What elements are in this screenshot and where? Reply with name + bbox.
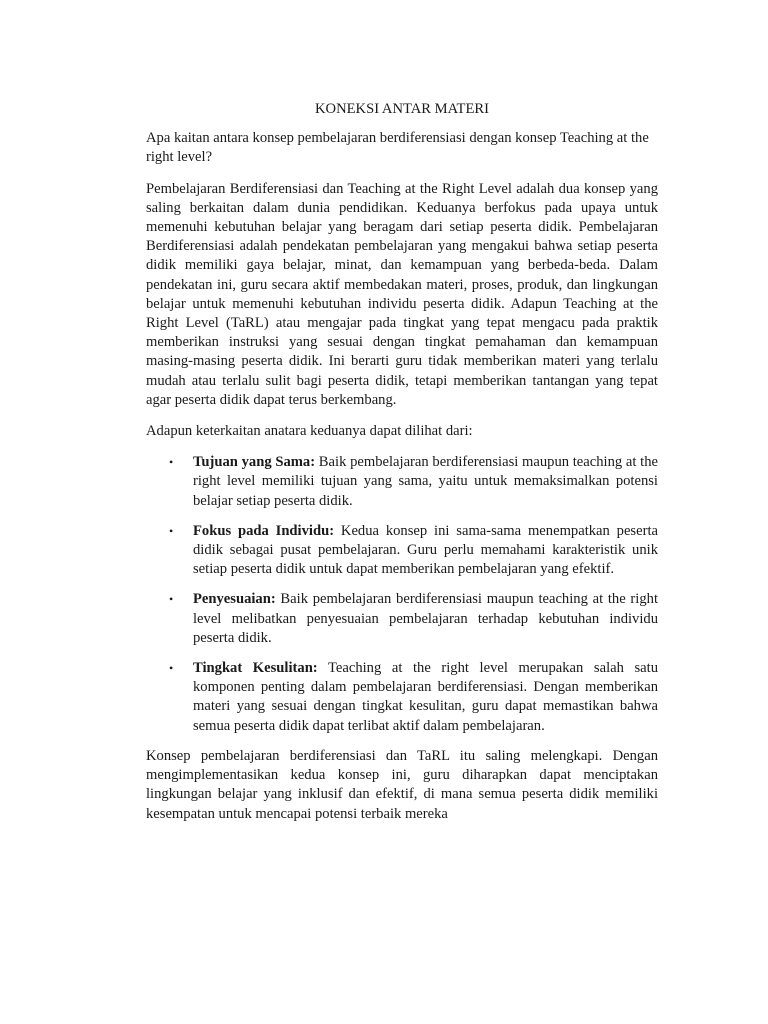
- list-item: [146, 659, 658, 736]
- point-text: Kedua konsep ini sama-sama menempatkan peserta didik sebagai pusat pembelajaran. Guru perlu memahami karakteristik unik setiap peserta didik untuk dapat memberikan pembelajaran yang efektif.: [193, 522, 658, 578]
- point-text: Baik pembelajaran berdiferensiasi maupun teaching at the right level memiliki tujuan yang sama, yaitu untuk memaksimalkan potensi belajar setiap peserta didik.: [193, 454, 658, 509]
- relation-points-list: [146, 453, 658, 736]
- bullet-icon: •: [169, 661, 174, 676]
- document-page: [146, 100, 658, 836]
- list-intro: Adapun keterkaitan anatara keduanya dapat dilihat dari:: [146, 423, 473, 440]
- point-text: Teaching at the right level merupakan salah satu komponen penting dalam pembelajaran berdiferensiasi. Dengan memberikan materi yang sesuai dengan tingkat kesulitan, guru dapat memastikan bahwa semua peserta didik dapat terlibat aktif dalam pembelajaran.: [193, 660, 658, 734]
- point-term: Tingkat Kesulitan:: [193, 660, 318, 677]
- closing-paragraph: Konsep pembelajaran berdiferensiasi dan TaRL itu saling melengkapi. Dengan mengimplementasikan kedua konsep ini, guru diharapkan dapat menciptakan lingkungan belajar yang inklusif dan efektif, di mana semua peserta didik memiliki kesempatan untuk mencapai potensi terbaik mereka: [146, 747, 658, 822]
- list-item: [146, 453, 658, 511]
- document-title: KONEKSI ANTAR MATERI: [315, 101, 489, 117]
- bullet-icon: •: [169, 455, 174, 470]
- bullet-icon: •: [169, 523, 174, 538]
- bullet-icon: •: [169, 592, 174, 607]
- point-term: Fokus pada Individu:: [193, 522, 335, 539]
- list-item: [146, 522, 658, 580]
- list-item: [146, 590, 658, 648]
- question-paragraph: Apa kaitan antara konsep pembelajaran berdiferensiasi dengan konsep Teaching at the right level?: [146, 130, 649, 166]
- point-text: Baik pembelajaran berdiferensiasi maupun teaching at the right level melibatkan penyesuaian pembelajaran terhadap kebutuhan individu peserta didik.: [193, 591, 658, 646]
- main-paragraph: Pembelajaran Berdiferensiasi dan Teaching at the Right Level adalah dua konsep yang saling berkaitan dalam dunia pendidikan. Keduanya berfokus pada upaya untuk memenuhi kebutuhan belajar yang beragam dari setiap peserta didik. Pembelajaran Berdiferensiasi adalah pendekatan pembelajaran yang mengakui bahwa setiap peserta didik memiliki gaya belajar, minat, dan kemampuan yang berbeda-beda. Dalam pendekatan ini, guru secara aktif membedakan materi, proses, produk, dan lingkungan belajar untuk memenuhi kebutuhan individu peserta didik. Adapun Teaching at the Right Level (TaRL) atau mengajar pada tingkat yang tepat mengacu pada praktik memberikan instruksi yang sesuai dengan tingkat pemahaman dan kemampuan masing-masing peserta didik. Ini berarti guru tidak memberikan materi yang terlalu mudah atau terlalu sulit bagi peserta didik, tetapi memberikan tantangan yang tepat agar peserta didik dapat terus berkembang.: [146, 180, 658, 408]
- point-term: Penyesuaian:: [193, 591, 276, 608]
- point-term: Tujuan yang Sama:: [193, 454, 316, 471]
